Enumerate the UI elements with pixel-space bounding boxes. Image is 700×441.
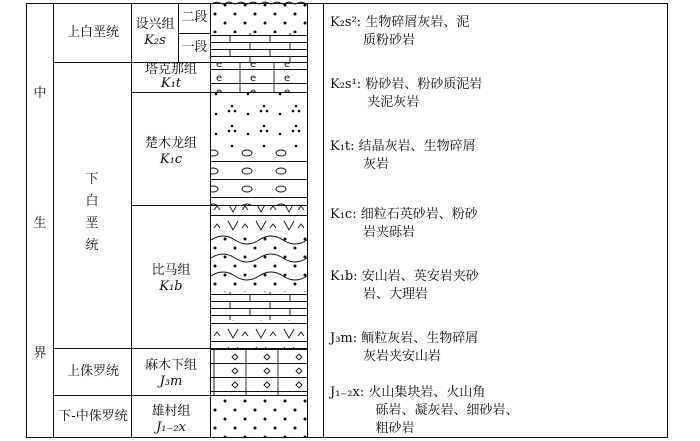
desc-j3m: J₃m: 鲕粒灰岩、生物碎屑 灰岩夹安山岩 [330, 331, 479, 364]
litho-k1b-lower [211, 320, 307, 348]
series-lower-cretaceous-1: 下 [85, 172, 99, 187]
member-1: 一段 [181, 40, 208, 55]
member-2: 二段 [181, 10, 208, 25]
formation-mamuxia-name: 麻木下组 [144, 358, 197, 373]
litho-j12x [211, 396, 307, 437]
formation-bima-code: K₁b [159, 279, 183, 294]
formation-shexing-code: K₂s [144, 33, 166, 48]
desc-k1b: K₁b: 安山岩、英安岩夹砂 岩、大理岩 [330, 269, 479, 302]
litho-j3m [211, 349, 307, 395]
desc-k1t: K₁t: 结晶灰岩、生物碎屑 灰岩 [330, 139, 476, 172]
era-char-2: 生 [33, 216, 47, 231]
formation-xiongcun-name: 雄村组 [151, 404, 191, 419]
formation-xiongcun-code: J₁₋₂x [156, 420, 186, 435]
litho-k1b-upper [211, 206, 307, 232]
litho-k1c-upper [211, 93, 307, 149]
formation-bima-name: 比马组 [151, 263, 191, 278]
desc-k2s1: K₂s¹: 粉砂岩、粉砂质泥岩 夹泥灰岩 [330, 77, 483, 110]
formation-shexing-name: 设兴组 [135, 17, 175, 32]
series-lower-cretaceous-3: 垩 [85, 216, 99, 231]
era-char-1: 中 [33, 86, 47, 101]
desc-j12x: J₁₋₂x: 火山集块岩、火山角 砾岩、凝灰岩、细砂岩、 粗砂岩 [330, 385, 519, 436]
desc-k2s2: K₂s²: 生物碎屑灰岩、泥 质粉砂岩 [330, 15, 470, 48]
litho-k1b-brick [211, 292, 307, 320]
litho-k1c-lower [211, 149, 307, 205]
era-char-3: 界 [33, 346, 47, 361]
formation-takena-code: K₁t [160, 76, 182, 91]
formation-takena-name: 塔克那组 [144, 62, 197, 77]
litho-k1t [211, 63, 307, 92]
litho-k2s1 [211, 33, 307, 62]
series-lower-cretaceous-4: 统 [85, 238, 99, 253]
desc-k1c: K₁c: 细粒石英砂岩、粉砂 岩夹砾岩 [330, 207, 478, 240]
litho-k2s2 [211, 4, 307, 33]
formation-chumulong-name: 楚木龙组 [144, 136, 197, 151]
series-upper-jurassic: 上侏罗统 [66, 364, 119, 379]
formation-mamuxia-code: J₃m [159, 374, 183, 389]
series-lower-middle-jurassic: 下-中侏罗统 [58, 409, 128, 424]
series-upper-cretaceous: 上白垩统 [66, 25, 119, 40]
series-lower-cretaceous-2: 白 [85, 194, 99, 209]
formation-chumulong-code: K₁c [159, 152, 183, 167]
